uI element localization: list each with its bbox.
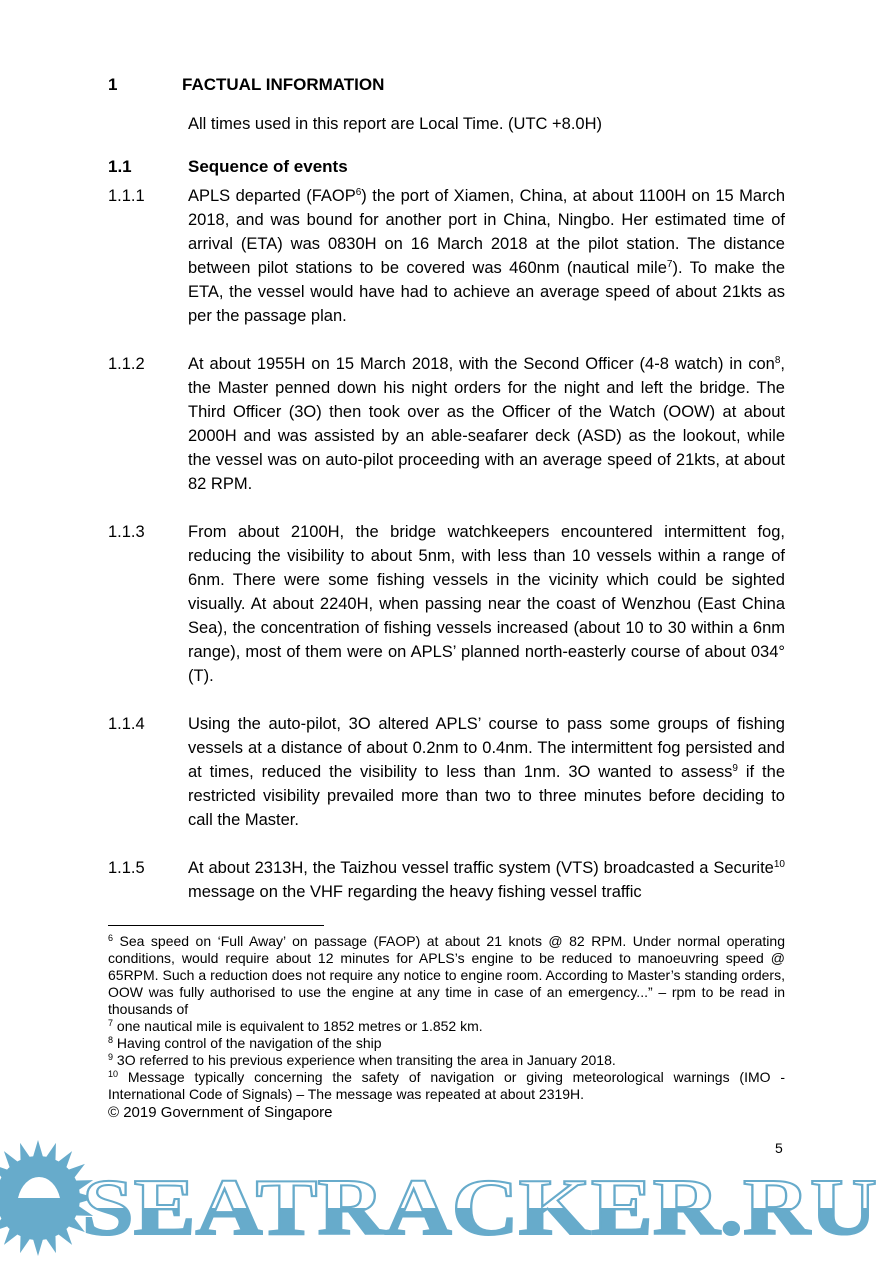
- paragraph-text: message on the VHF regarding the heavy fishing vessel traffic: [188, 883, 642, 901]
- footnote-number: 8: [108, 1035, 114, 1045]
- footnote-number: 10: [108, 1069, 119, 1079]
- section-title: Sequence of events: [188, 157, 348, 176]
- heading-title: FACTUAL INFORMATION: [182, 75, 385, 94]
- footnote-text: one nautical mile is equivalent to 1852 metres or 1.852 km.: [113, 1018, 483, 1034]
- section-heading: [108, 157, 785, 177]
- paragraph-text: if the restricted visibility prevailed more than two to three minutes before deciding to call the Master.: [188, 763, 785, 829]
- footnote-reference: 7: [666, 259, 673, 270]
- watermark-text: SEATRACKER.RU: [82, 1164, 877, 1252]
- footnote-text: Having control of the navigation of the ship: [113, 1035, 382, 1051]
- footnote: [108, 1069, 785, 1103]
- paragraph-text: Using the auto-pilot, 3O altered APLS’ course to pass some groups of fishing vessels at a distance of about 0.2nm to 0.4nm. The intermittent fog persisted and at times, reduced the visibility to less than 1nm. 3O wanted to assess: [188, 715, 785, 781]
- paragraph-number: 1.1.5: [108, 859, 145, 877]
- paragraph-number: 1.1.2: [108, 355, 145, 373]
- footnote: [108, 1018, 785, 1035]
- seatracker-watermark-logo: [0, 1140, 890, 1263]
- footnote-number: 9: [108, 1052, 114, 1062]
- section-number: 1.1: [108, 157, 132, 176]
- paragraph-body: [188, 520, 785, 688]
- paragraph-text: At about 1955H on 15 March 2018, with the Second Officer (4-8 watch) in con: [188, 355, 775, 373]
- paragraph-text: ). To make the ETA, the vessel would have had to achieve an average speed of about 21kts as per the passage plan.: [188, 259, 785, 325]
- footnote-reference: 6: [355, 187, 362, 198]
- footnotes: [108, 933, 785, 1122]
- paragraph-text: APLS departed (FAOP: [188, 187, 356, 205]
- footnote-text: 3O referred to his previous experience when transiting the area in January 2018.: [113, 1052, 616, 1068]
- intro-text: All times used in this report are Local Time. (UTC +8.0H): [188, 115, 603, 133]
- paragraph-body: [188, 184, 785, 328]
- paragraph-text: , the Master penned down his night orders for the night and left the bridge. The Third Officer (3O) then took over as the Officer of the Watch (OOW) at about 2000H and was assisted by an able-seafarer deck (ASD) as the lookout, while the vessel was on auto-pilot proceeding with an average speed of 21kts, at about 82 RPM.: [188, 355, 785, 493]
- footnote-divider: [108, 925, 324, 926]
- footnote: [108, 933, 785, 1018]
- footnote-reference: 9: [732, 763, 738, 774]
- paragraph-body: [188, 856, 785, 904]
- paragraph-text: ) the port of Xiamen, China, at about 1100H on 15 March 2018, and was bound for another port in China, Ningbo. Her estimated time of arrival (ETA) was 0830H on 16 March 2018 at the pilot station. The distance between pilot stations to be covered was 460nm (nautical mile: [188, 187, 785, 277]
- heading-number: 1: [108, 75, 118, 94]
- footnote-reference: 10: [773, 859, 785, 870]
- footnote: [108, 1052, 785, 1069]
- paragraph-number: 1.1.4: [108, 715, 145, 733]
- page-number: 5: [775, 1140, 783, 1156]
- paragraph-1-1-5: [108, 856, 785, 904]
- footnote-text: Message typically concerning the safety of navigation or giving meteorological warnings (IMO - International Code of Signals) – The message was repeated at about 2319H.: [108, 1069, 785, 1102]
- footnote-number: 6: [108, 933, 114, 943]
- footnote: [108, 1035, 785, 1052]
- paragraph-number: 1.1.3: [108, 523, 145, 541]
- paragraph-text: From about 2100H, the bridge watchkeepers encountered intermittent fog, reducing the visibility to about 5nm, with less than 10 vessels within a range of 6nm. There were some fishing vessels in the vicinity which could be sighted visually. At about 2240H, when passing near the coast of Wenzhou (East China Sea), the concentration of fishing vessels increased (about 10 to 30 within a 6nm range), most of them were on APLS’ planned north-easterly course of about 034°(T).: [188, 523, 785, 685]
- footnote-text: Sea speed on ‘Full Away’ on passage (FAOP) at about 21 knots @ 82 RPM. Under normal operating conditions, would require about 12 minutes for APLS’s engine to be reduced to manoeuvring speed @ 65RPM. Such a reduction does not require any notice to engine room. According to Master’s standing orders, OOW was fully authorised to use the engine at any time in case of an emergency...” – rpm to be read in thousands of: [108, 933, 785, 1017]
- paragraph-body: [188, 712, 785, 832]
- paragraph-body: [188, 352, 785, 496]
- paragraph-1-1-3: [108, 520, 785, 688]
- paragraph-1-1-2: [108, 352, 785, 496]
- paragraph-1-1-1: [108, 184, 785, 328]
- copyright: © 2019 Government of Singapore: [108, 1104, 333, 1121]
- chapter-heading: [108, 75, 785, 95]
- paragraph-number: 1.1.1: [108, 187, 145, 205]
- footnote-reference: 8: [774, 355, 781, 366]
- report-body: [108, 75, 785, 904]
- paragraph-1-1-4: [108, 712, 785, 832]
- intro-row: [108, 112, 785, 136]
- footnote-number: 7: [108, 1018, 114, 1028]
- paragraph-text: At about 2313H, the Taizhou vessel traffic system (VTS) broadcasted a Securite: [188, 859, 774, 877]
